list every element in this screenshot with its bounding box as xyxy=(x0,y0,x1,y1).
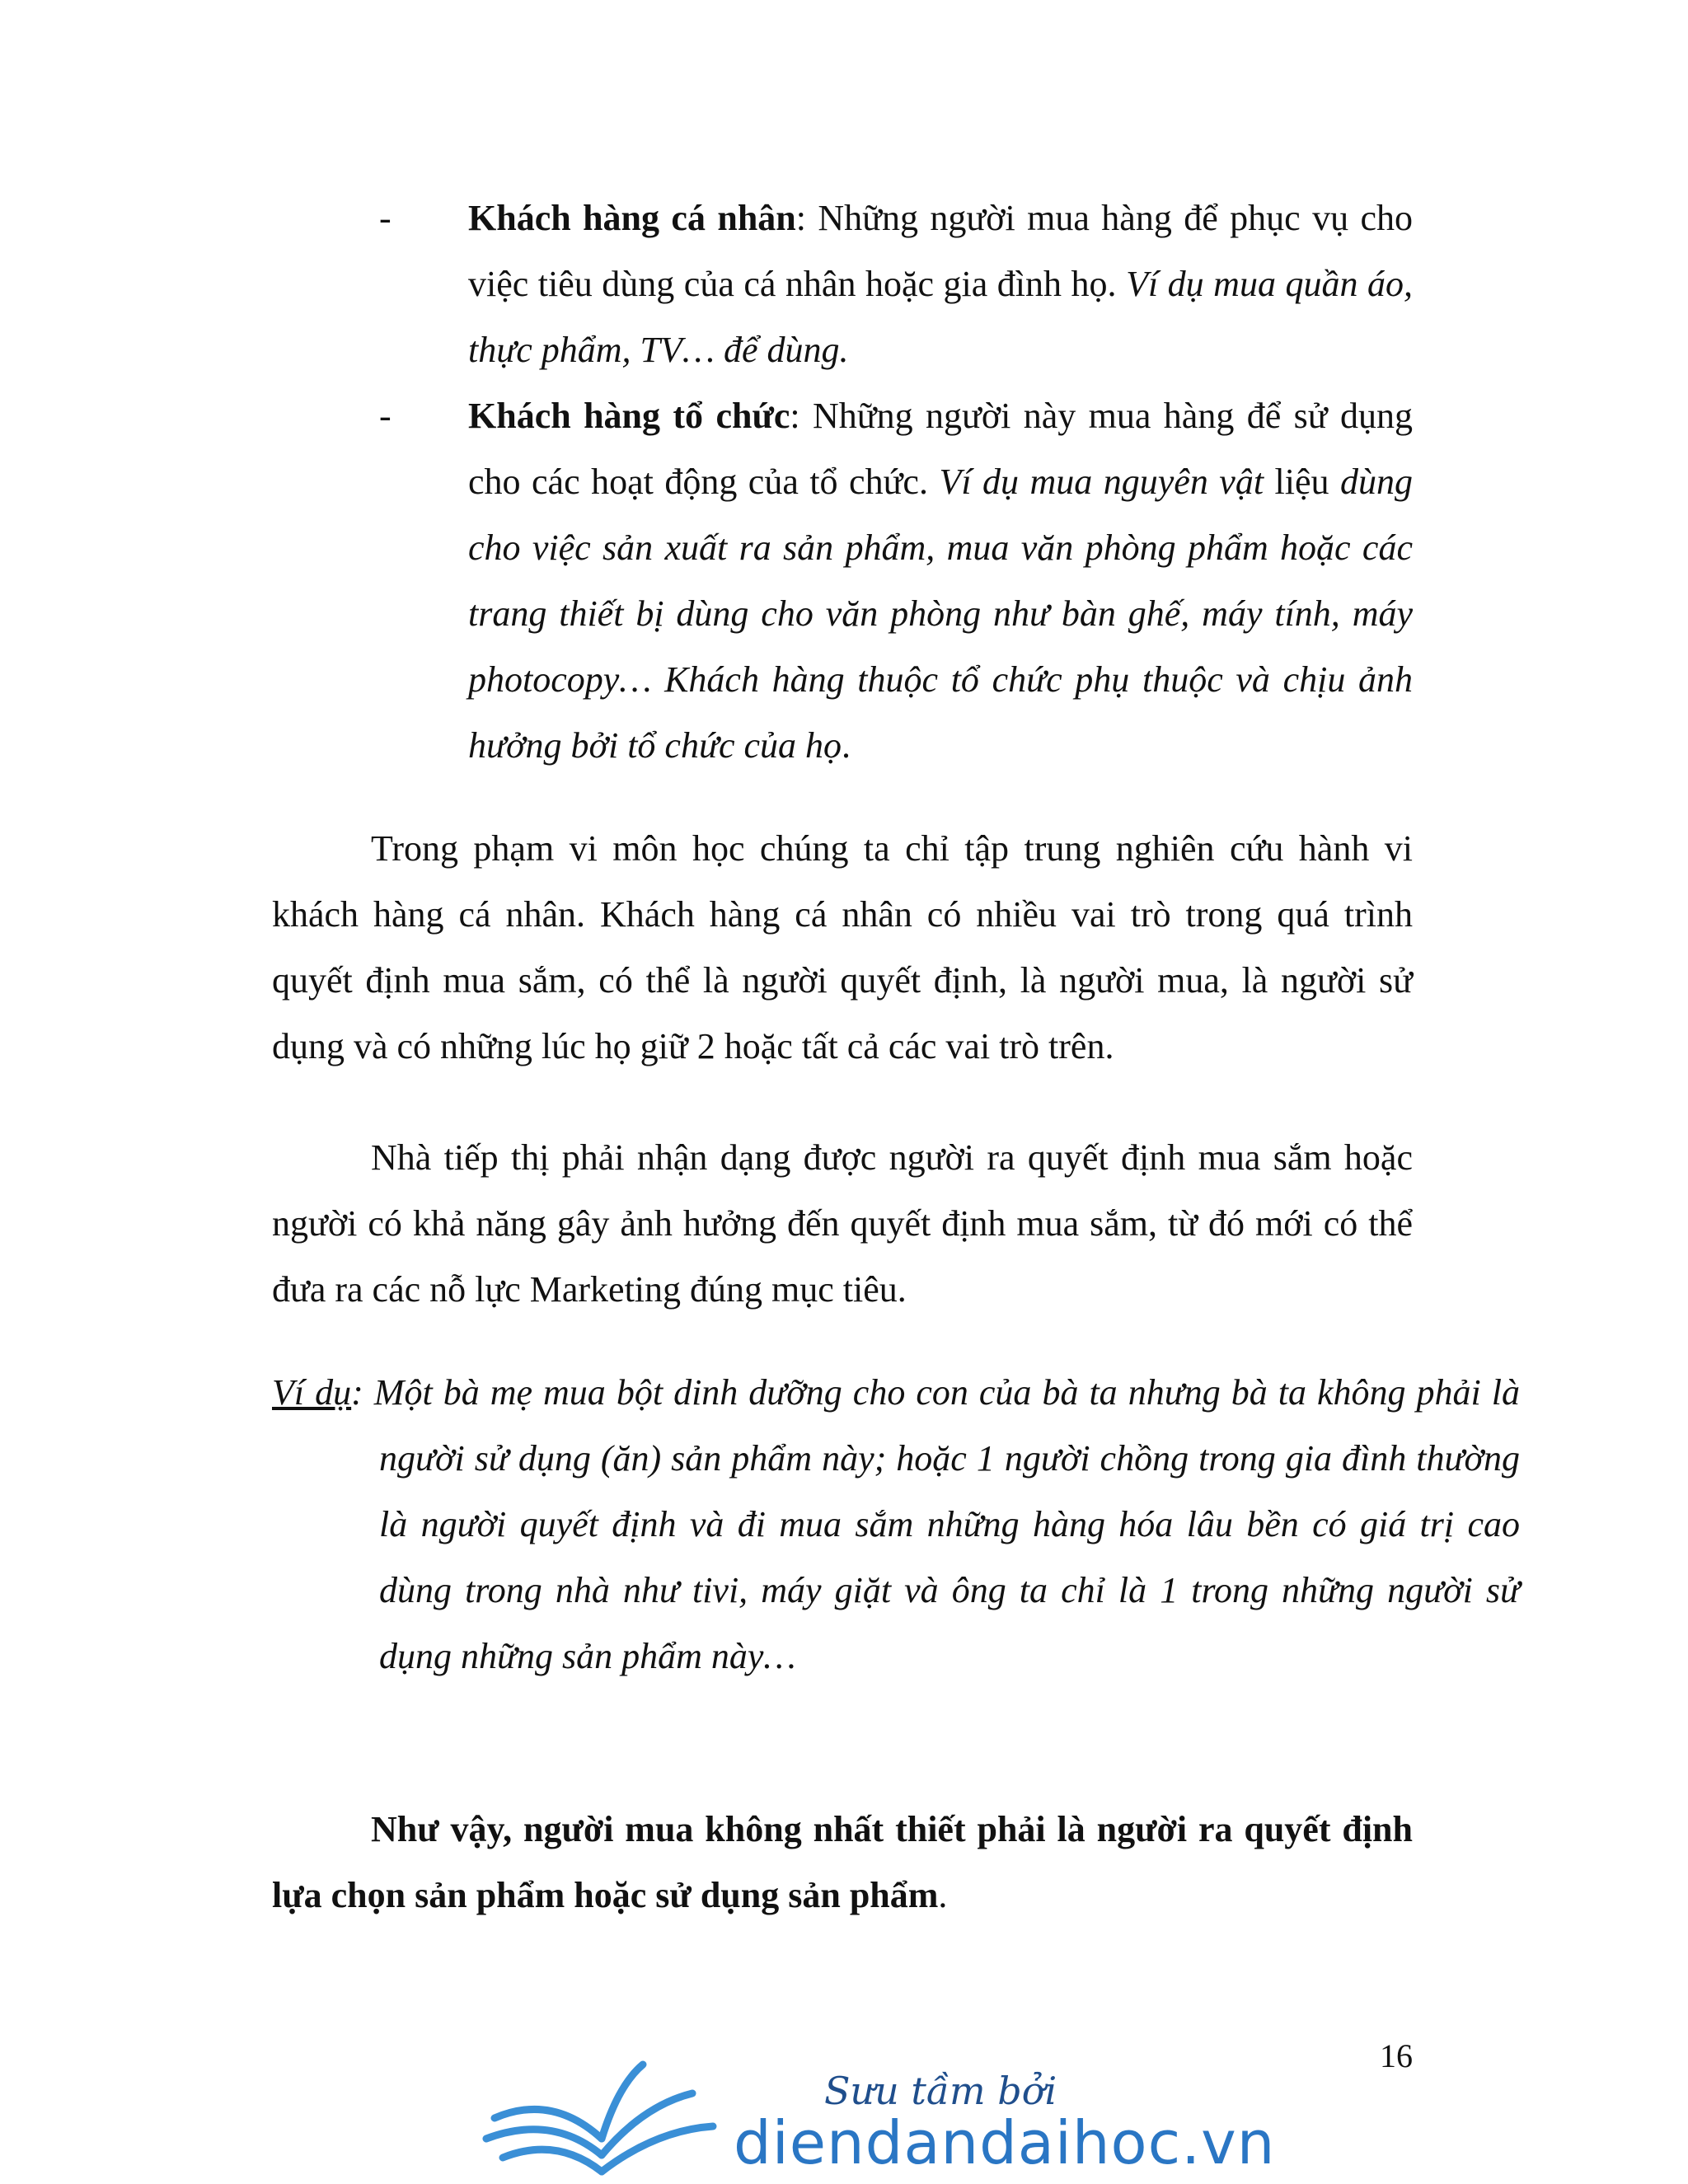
watermark-logo xyxy=(495,2060,1276,2184)
bullet-end: . xyxy=(842,725,851,766)
bullet-individual-customer xyxy=(468,185,1413,383)
bullet-example: dùng cho việc sản xuất ra sản phẩm, mua văn phòng phẩm hoặc các trang thiết bị dùng cho văn phòng như bàn ghế, máy tính, máy photocopy… Khách hàng thuộc tổ chức phụ thuộc và chịu ảnh hưởng bởi tổ chức của họ xyxy=(468,462,1414,766)
bullet-dash: - xyxy=(379,396,392,436)
example-block xyxy=(272,1360,1520,1690)
conclusion-end: . xyxy=(938,1875,948,1915)
open-book-icon xyxy=(478,2060,725,2184)
bullet-sep: : xyxy=(790,396,814,436)
bullet-text: Những người mua hàng để phục vụ cho việc tiêu dùng của cá nhân hoặc gia đình họ. xyxy=(468,198,1413,304)
bullet-term: Khách hàng tổ chức xyxy=(468,396,790,436)
conclusion-text: Như vậy, người mua không nhất thiết phải là người ra quyết định lựa chọn sản phẩm hoặc sử dụng sản phẩm xyxy=(272,1809,1413,1915)
bullet-term: Khách hàng cá nhân xyxy=(468,198,796,238)
conclusion xyxy=(272,1797,1413,1929)
watermark-domain: diendandaihoc.vn xyxy=(734,2108,1276,2177)
paragraph-scope: Trong phạm vi môn học chúng ta chỉ tập trung nghiên cứu hành vi khách hàng cá nhân. Khách hàng cá nhân có nhiều vai trò trong quá trình quyết định mua sắm, có thể là người quyết định, là người mua, là người sử dụng và có những lúc họ giữ 2 hoặc tất cả các vai trò trên. xyxy=(272,828,1413,1066)
bullet-text: liệu xyxy=(1264,462,1341,502)
bullet-text: Những người này mua hàng để sử dụng cho các hoạt động của tổ chức. xyxy=(468,396,1413,502)
example-label: Ví dụ xyxy=(272,1372,352,1413)
watermark-script: Sưu tầm bởi xyxy=(824,2069,1057,2113)
page-number: 16 xyxy=(1380,2037,1413,2074)
bullet-organization-customer xyxy=(468,383,1413,779)
paragraph-marketer: Nhà tiếp thị phải nhận dạng được người ra quyết định mua sắm hoặc người có khả năng gây ảnh hưởng đến quyết định mua sắm, từ đó mới có thể đưa ra các nỗ lực Marketing đúng mục tiêu. xyxy=(272,1137,1413,1310)
bullet-example: Ví dụ mua nguyên vật xyxy=(939,462,1264,502)
example-text: Một bà mẹ mua bột dinh dưỡng cho con của bà ta nhưng bà ta không phải là người sử dụng (ăn) sản phẩm này; hoặc 1 người chồng trong gia đình thường là người quyết định và đi mua sắm những hàng hóa lâu bền có giá trị cao dùng trong nhà như tivi, máy giặt và ông ta chỉ là 1 trong những người sử dụng những sản phẩm này… xyxy=(373,1372,1520,1676)
bullet-dash: - xyxy=(379,198,392,238)
bullet-sep: : xyxy=(795,198,818,238)
bullet-example: Ví dụ mua quần áo, thực phẩm, TV… để dùng. xyxy=(468,264,1413,370)
example-colon: : xyxy=(351,1372,374,1413)
